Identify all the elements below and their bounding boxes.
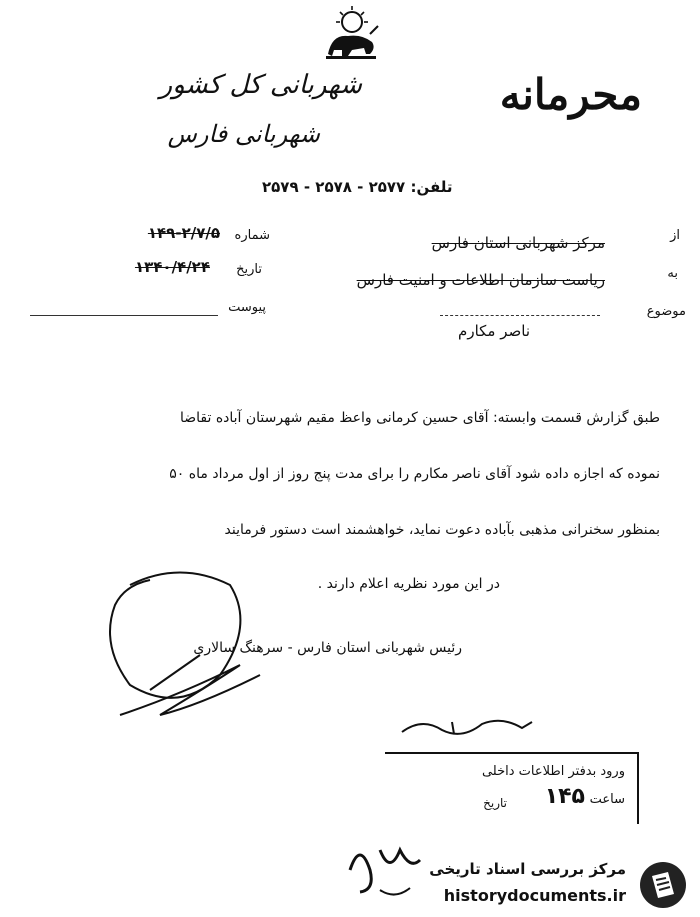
subject-label: موضوع: [646, 304, 686, 319]
number-label: شماره: [234, 228, 270, 243]
body-line-1: طبق گزارش قسمت وابسته: آقای حسین کرمانی واعظ مقیم شهرستان آباده تقاضا: [179, 410, 660, 426]
handwritten-initials: [340, 830, 430, 910]
subject-line: [440, 314, 600, 316]
watermark: [420, 856, 696, 914]
phone-numbers: تلفن: ۲۵۷۷ - ۲۵۷۸ - ۲۵۷۹: [262, 178, 453, 196]
org-name-line2: شهربانی فارس: [167, 120, 320, 148]
attachment-label: پیوست: [228, 300, 266, 315]
stamp-heading: ورود بدفتر اطلاعات داخلی: [481, 764, 625, 779]
classification-title: محرمانه: [499, 70, 642, 119]
to-value: ریاست سازمان اطلاعات و امنیت فارس: [356, 271, 605, 289]
signatory-title: رئیس شهربانی استان فارس - سرهنگ سالاری: [193, 640, 462, 656]
number-value: ۱۴۹-۲/۷/۵: [147, 224, 220, 242]
stamp-number: ۱۴۵: [544, 784, 585, 809]
watermark-logo-icon: [638, 860, 688, 910]
watermark-english: historydocuments.ir: [443, 886, 626, 905]
body-line-3: بمنظور سخنرانی مذهبی بآباده دعوت نماید، خواهشمند است دستور فرمایند: [224, 522, 660, 538]
attachment-line: [30, 314, 218, 316]
stamp-border: [385, 752, 639, 824]
org-name-line1: شهربانی کل کشور: [159, 70, 362, 100]
handwritten-signature: [90, 565, 290, 735]
watermark-persian: مرکز بررسی اسناد تاریخی: [429, 860, 626, 878]
from-value: مرکز شهربانی استان فارس: [431, 234, 605, 252]
subject-value: ناصر مکارم: [458, 322, 530, 340]
stamp-time-label: ساعت: [589, 792, 625, 807]
from-label: از: [670, 228, 680, 243]
handwritten-note: [392, 712, 542, 742]
stamp-date-label: تاریخ: [483, 796, 507, 810]
body-line-4: در این مورد نظریه اعلام دارند .: [317, 576, 500, 592]
lion-sun-emblem-icon: [318, 4, 382, 62]
to-label: به: [667, 266, 678, 281]
date-label: تاریخ: [236, 262, 262, 277]
body-line-2: نموده که اجازه داده شود آقای ناصر مکارم را برای مدت پنج روز از اول مرداد ماه ۵۰: [169, 466, 660, 482]
receipt-stamp: [385, 752, 637, 822]
date-value: ۱۳۴۰/۴/۲۴: [134, 258, 210, 276]
